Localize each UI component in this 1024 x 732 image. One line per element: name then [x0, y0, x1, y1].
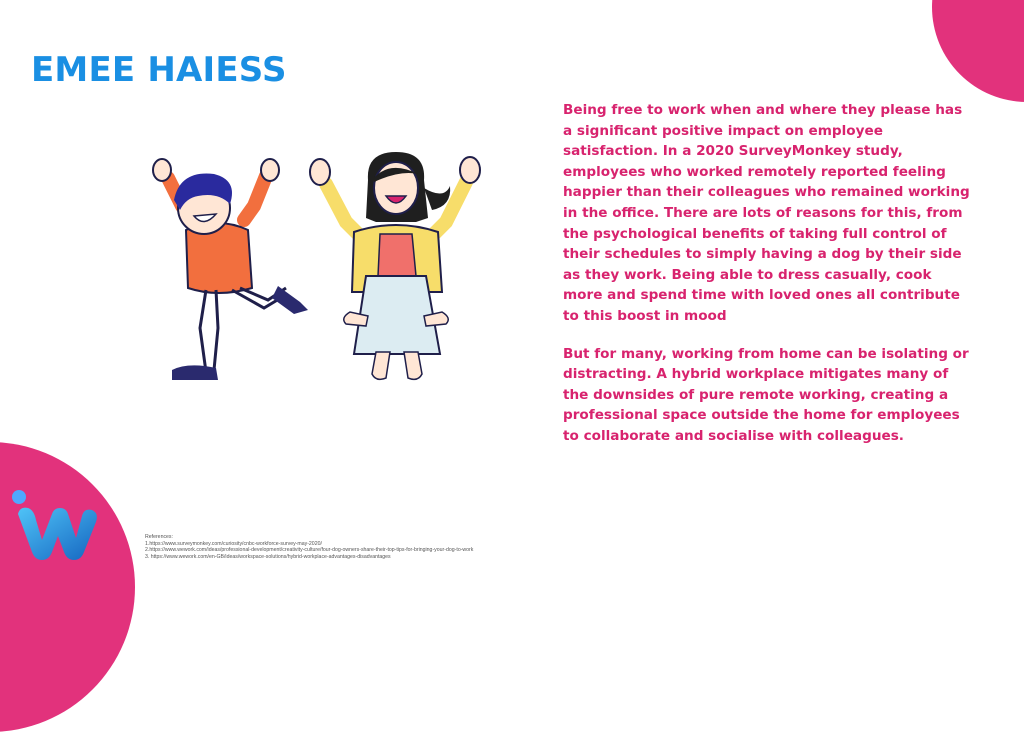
references	[145, 534, 473, 560]
boy-figure	[153, 159, 308, 380]
paragraph-1: Being free to work when and where they please has a significant positive impact on employee satisfaction. In a 2020 SurveyMonkey study, employees who worked remotely reported feeling happier than their colleagues who remained working in the office. There are lots of reasons for this, from the psychological benefits of taking full control of their schedules to simply having a dog by their side as they work. Being able to dress casually, cook more and spend time with loved ones all contribute to this boost in mood	[563, 102, 970, 324]
paragraph-2: But for many, working from home can be isolating or distracting. A hybrid workplace mitigates many of the downsides of pure remote working, creating a professional space outside the home for employees to collaborate and socialise with colleagues.	[563, 345, 969, 444]
page-title: EMEE HAIESS	[31, 50, 287, 90]
reference-1[interactable]: 1.https://www.surveymonkey.com/curiosity/cnbc-workforce-survey-may-2020/	[145, 540, 322, 547]
reference-3[interactable]: 3. https://www.wework.com/en-GB/ideas/workspace-solutions/hybrid-workplace-advantages-disadvantages	[145, 553, 391, 560]
jumping-people-illustration	[140, 148, 490, 388]
references-heading: References:	[145, 534, 173, 540]
w-logo-icon	[6, 484, 106, 564]
reference-2[interactable]: 2.https://www.wework.com/ideas/professional-development/creativity-culture/four-dog-owners-share-their-top-tips-for-bringing-your-dog-to-work	[145, 547, 474, 554]
body-text	[563, 100, 973, 464]
girl-figure	[310, 152, 480, 379]
corner-circle-top-right	[932, 0, 1024, 102]
